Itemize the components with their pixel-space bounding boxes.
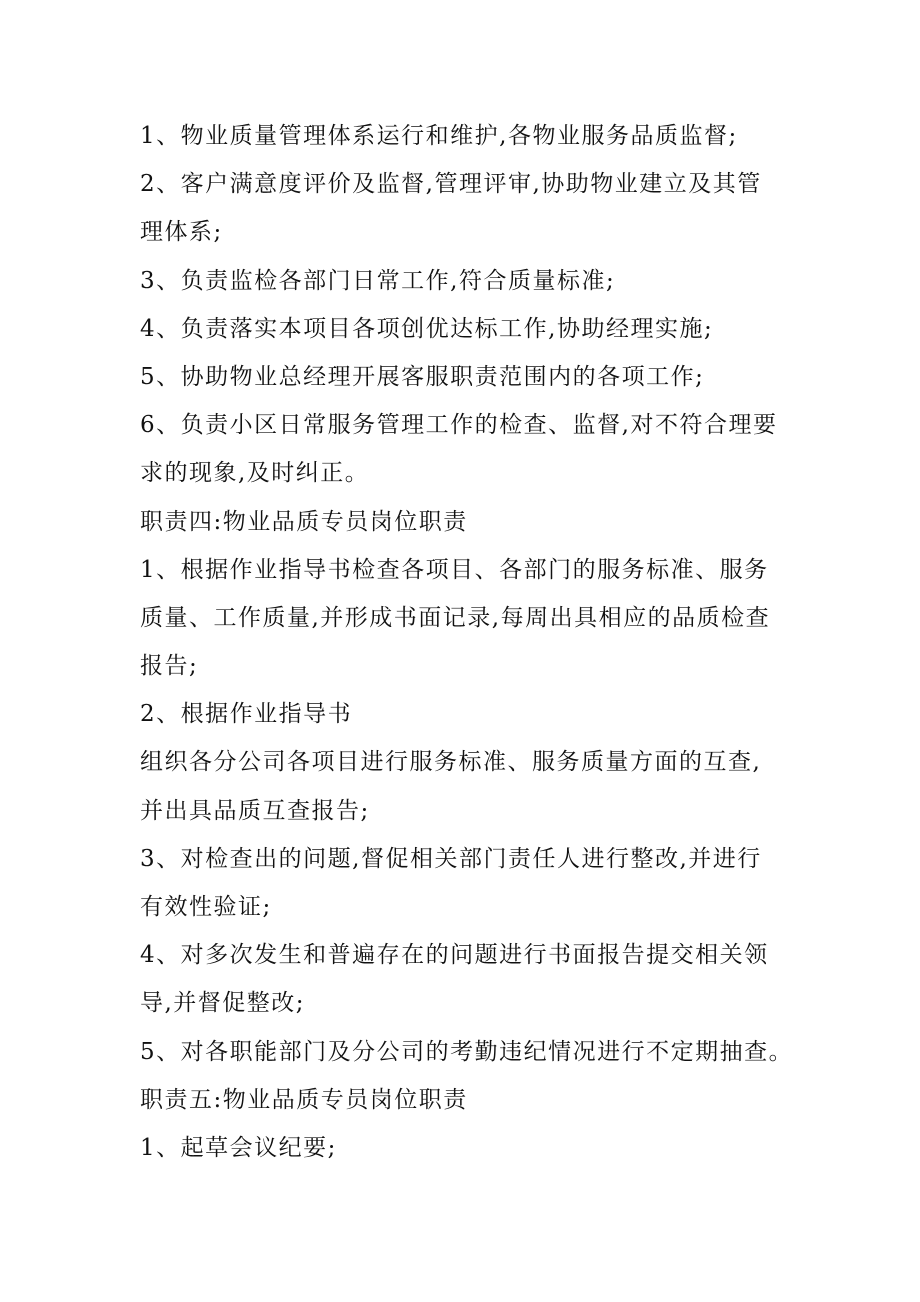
text-line: 有效性验证;	[140, 894, 272, 920]
text-line: 导,并督促整改;	[140, 990, 306, 1017]
text-line: 4、负责落实本项目各项创优达标工作,协助经理实施;	[140, 315, 714, 342]
text-line: 组织各分公司各项目进行服务标准、服务质量方面的互查,	[140, 749, 762, 776]
text-line: 求的现象,及时纠正。	[140, 460, 370, 487]
text-line: 6、负责小区日常服务管理工作的检查、监督,对不符合理要	[140, 412, 778, 439]
text-line: 并出具品质互查报告;	[140, 797, 370, 824]
text-line: 4、对多次发生和普遍存在的问题进行书面报告提交相关领	[140, 942, 769, 969]
text-line: 5、对各职能部门及分公司的考勤违纪情况进行不定期抽查。	[140, 1038, 794, 1065]
text-line: 报告;	[140, 653, 199, 680]
text-line: 1、起草会议纪要;	[140, 1134, 337, 1161]
text-line: 1、根据作业指导书检查各项目、各部门的服务标准、服务	[140, 556, 769, 583]
document-body	[140, 112, 820, 1172]
text-line: 质量、工作质量,并形成书面记录,每周出具相应的品质检查	[140, 604, 771, 631]
text-line: 1、物业质量管理体系运行和维护,各物业服务品质监督;	[140, 123, 738, 149]
text-line: 3、对检查出的问题,督促相关部门责任人进行整改,并进行	[140, 845, 762, 872]
section-heading: 职责五:物业品质专员岗位职责	[140, 1086, 468, 1113]
text-line: 5、协助物业总经理开展客服职责范围内的各项工作;	[140, 363, 705, 390]
text-line: 2、客户满意度评价及监督,管理评审,协助物业建立及其管	[140, 171, 762, 198]
text-line: 3、负责监检各部门日常工作,符合质量标准;	[140, 267, 616, 294]
text-line: 理体系;	[140, 219, 223, 246]
text-line: 2、根据作业指导书	[140, 701, 353, 728]
section-heading: 职责四:物业品质专员岗位职责	[140, 508, 468, 535]
